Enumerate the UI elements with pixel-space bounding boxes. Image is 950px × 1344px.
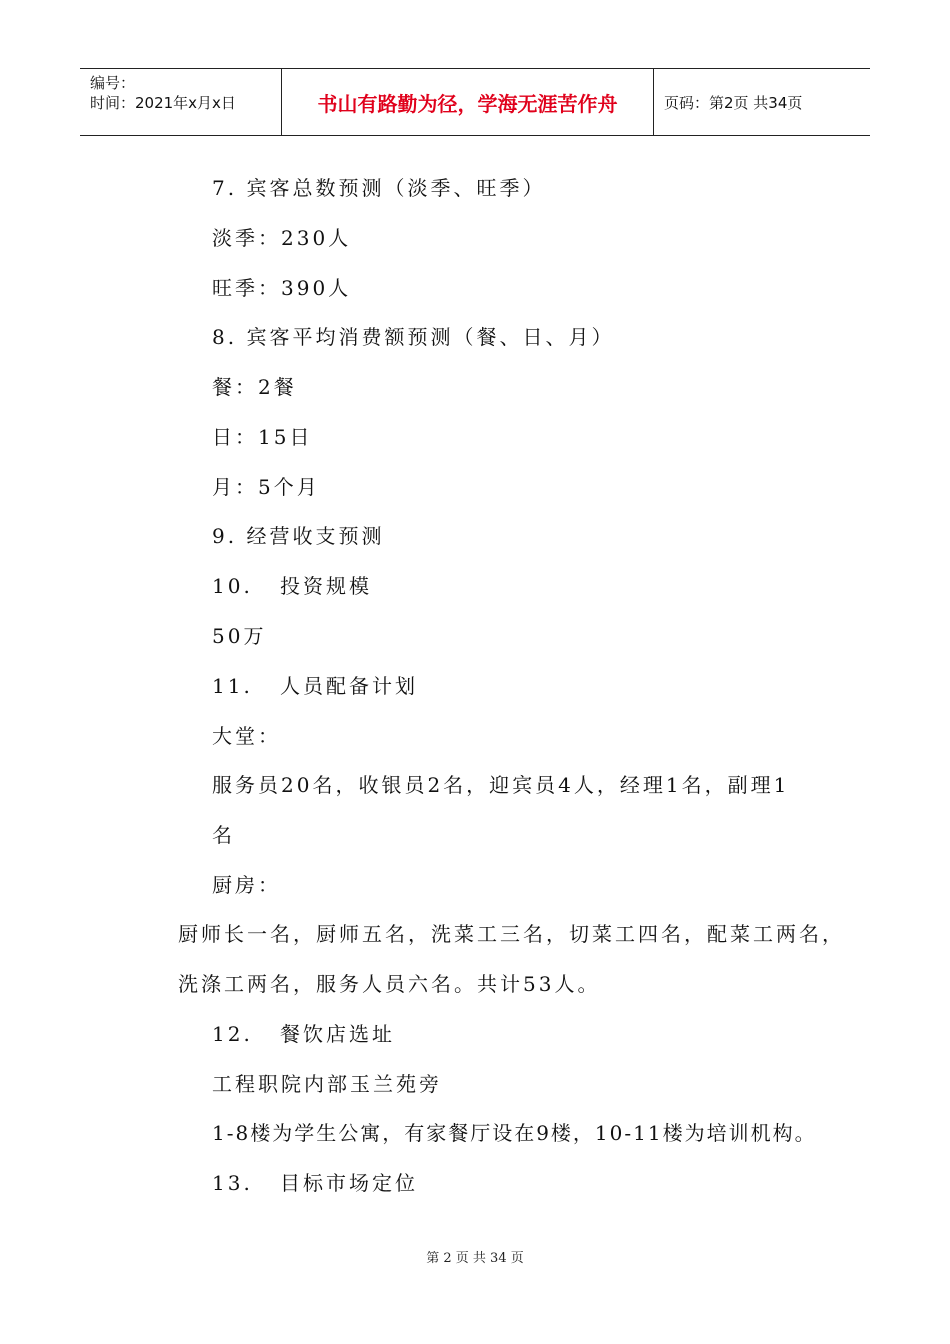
item-12-text: 餐饮店选址	[280, 1022, 395, 1046]
item-9-heading: 9. 经营收支预测	[212, 524, 385, 548]
item-13-text: 目标市场定位	[280, 1171, 418, 1195]
document-time-label: 时间：2021年x月x日	[90, 94, 236, 112]
lobby-label: 大堂：	[212, 724, 281, 748]
lobby-staff-line-2: 名	[212, 823, 235, 847]
header-page-label: 页码：第2页 共34页	[664, 93, 803, 112]
item-10-text: 投资规模	[280, 574, 372, 598]
item-12-heading	[212, 1018, 395, 1047]
kitchen-staff-line-2: 洗涤工两名，服务人员六名。共计53人。	[178, 972, 601, 996]
kitchen-label: 厨房：	[212, 873, 281, 897]
header-meta-cell	[80, 69, 282, 135]
item-11-text: 人员配备计划	[280, 674, 418, 698]
item-13-number: 13.	[212, 1171, 253, 1195]
item-10-number: 10.	[212, 574, 253, 598]
days-value: 日：15日	[212, 425, 313, 449]
meals-value: 餐：2餐	[212, 375, 297, 399]
item-12-number: 12.	[212, 1022, 253, 1046]
item-11-heading	[212, 670, 418, 699]
location-line-1: 工程职院内部玉兰苑旁	[212, 1072, 442, 1096]
item-8-heading: 8. 宾客平均消费额预测（餐、日、月）	[212, 325, 615, 349]
document-number-label: 编号：	[90, 74, 136, 92]
document-header	[80, 68, 870, 136]
item-13-heading	[212, 1167, 418, 1196]
location-line-2: 1-8楼为学生公寓，有家餐厅设在9楼，10-11楼为培训机构。	[212, 1121, 817, 1145]
lobby-staff-line-1: 服务员20名，收银员2名，迎宾员4人，经理1名，副理1	[212, 773, 790, 797]
kitchen-staff-line-1: 厨师长一名，厨师五名，洗菜工三名，切菜工四名，配菜工两名，	[178, 922, 845, 946]
peak-season-guests: 旺季：390人	[212, 276, 352, 300]
months-value: 月：5个月	[212, 475, 320, 499]
off-season-guests: 淡季：230人	[212, 226, 352, 250]
item-7-heading: 7. 宾客总数预测（淡季、旺季）	[212, 176, 546, 200]
investment-value: 50万	[212, 624, 267, 648]
item-10-heading	[212, 570, 372, 599]
page-footer: 第 2 页 共 34 页	[426, 1251, 524, 1266]
item-11-number: 11.	[212, 674, 253, 698]
header-motto: 书山有路勤为径，学海无涯苦作舟	[282, 69, 654, 135]
